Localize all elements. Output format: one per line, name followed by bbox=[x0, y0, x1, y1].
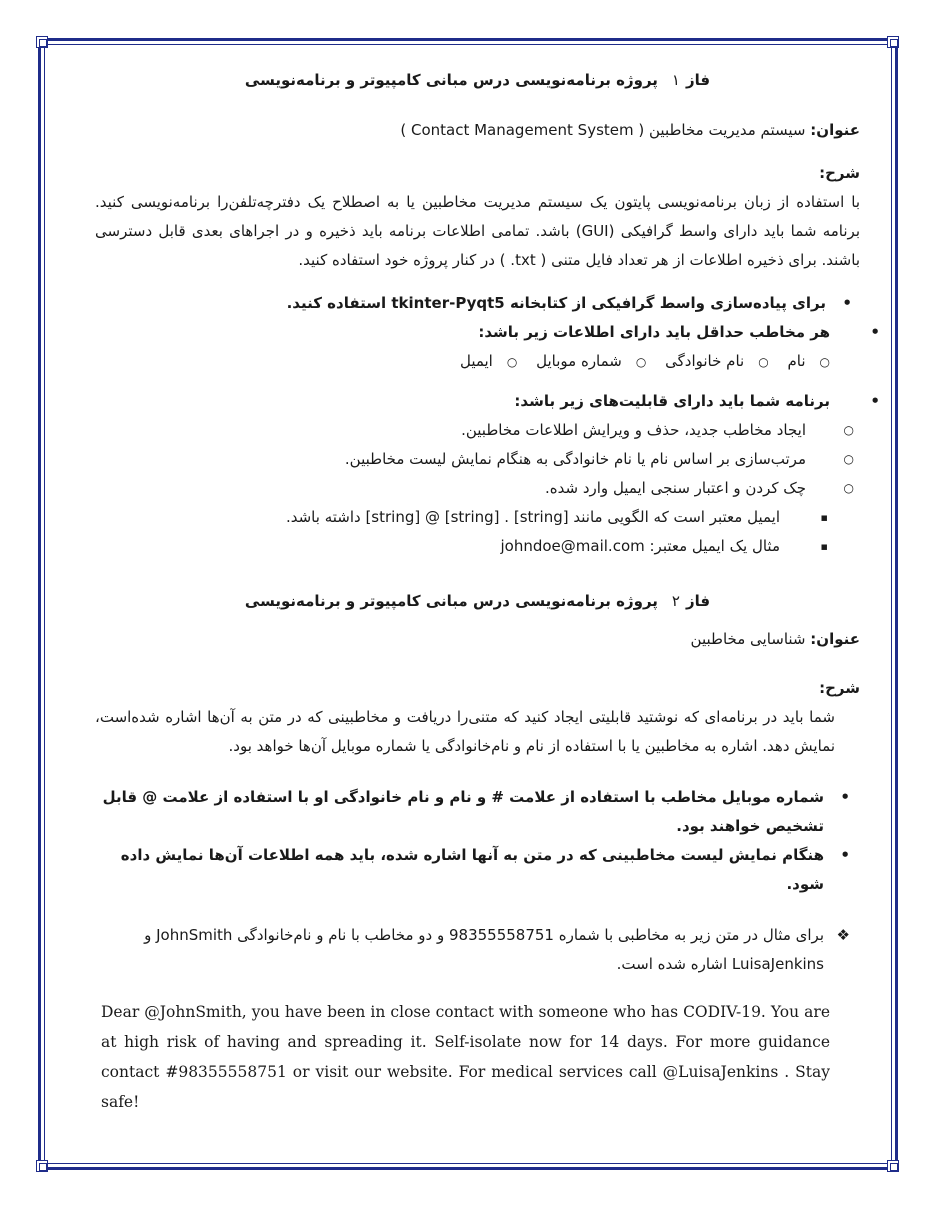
phase-title: پروژه برنامه‌نویسی درس مبانی کامپیوتر و برنامه‌نویسی bbox=[244, 592, 658, 610]
phase1-desc-label: شرح: bbox=[819, 164, 860, 182]
feature-item: ○ ایجاد مخاطب جدید، حذف و ویرایش اطلاعات مخاطبین. bbox=[95, 416, 890, 445]
phase-number: ۱ bbox=[671, 71, 680, 89]
email-rule: ▪ ایمیل معتبر است که الگویی مانند [string] . [string] @ [string] داشته باشد. bbox=[95, 503, 890, 532]
phase1-heading bbox=[95, 66, 860, 95]
example-message: Dear @JohnSmith, you have been in close contact with someone who has CODIV-19. You are at high risk of having and spreading it. Self-isolate now for 14 days. For more guidance contact #98355558751 or visit our website. For medical services call @LuisaJenkins . Stay safe! bbox=[101, 1003, 830, 1111]
title-text: شناسایی مخاطبین bbox=[690, 630, 806, 648]
phase2-heading bbox=[95, 587, 860, 616]
phase2-bullets bbox=[95, 783, 860, 979]
phase-number: ۲ bbox=[671, 592, 680, 610]
field-item: نام bbox=[787, 352, 806, 370]
bullet-fields-text: هر مخاطب حداقل باید دارای اطلاعات زیر باشد: bbox=[478, 323, 830, 341]
corner-ornament bbox=[887, 36, 899, 48]
example-intro: ❖ برای مثال در متن زیر به مخاطبی با شماره 98355558751 و دو مخاطب با نام و نام‌خانوادگی JohnSmith و LuisaJenkins اشاره شده است. bbox=[95, 921, 860, 979]
bullet-fields bbox=[95, 318, 890, 347]
bullet-mention-rule: • شماره موبایل مخاطب با استفاده از علامت # و نام و نام خانوادگی او با استفاده از علامت @ قابل تشخیص خواهند بود. bbox=[95, 783, 860, 841]
title-label: عنوان: bbox=[810, 121, 860, 139]
field-item: نام خانوادگی bbox=[665, 352, 745, 370]
feature-item: ○ مرتب‌سازی بر اساس نام یا نام خانوادگی به هنگام نمایش لیست مخاطبین. bbox=[95, 445, 890, 474]
phase1-description: با استفاده از زبان برنامه‌نویسی پایتون یک سیستم مدیریت مخاطبین یا به اصطلاح یک دفترچه‌تلفن‌را برنامه‌نویسی کنید. برنامه شما باید دارای واسط گرافیکی (GUI) باشد. تمامی اطلاعات برنامه باید ذخیره و در اجراهای بعدی قابل دسترسی باشند. برای ذخیره اطلاعات از هر تعداد فایل متنی ( txt. ) در کنار پروژه خود استفاده کنید. bbox=[95, 193, 860, 269]
bullet-gui: • برای پیاده‌سازی واسط گرافیکی از کتابخانه tkinter-Pyqt5 استفاده کنید. bbox=[95, 289, 862, 318]
corner-ornament bbox=[36, 36, 48, 48]
email-rule: ▪ مثال یک ایمیل معتبر: johndoe@mail.com bbox=[95, 532, 890, 561]
phase-title: پروژه برنامه‌نویسی درس مبانی کامپیوتر و برنامه‌نویسی bbox=[244, 71, 658, 89]
feature-item: ○ چک کردن و اعتبار سنجی ایمیل وارد شده. bbox=[95, 474, 890, 503]
phase2-title bbox=[95, 625, 860, 654]
bullet-features: • برنامه شما باید دارای قابلیت‌های زیر باشد: bbox=[95, 387, 890, 416]
phase-label: فاز bbox=[685, 71, 711, 89]
field-item: ایمیل bbox=[459, 352, 493, 370]
phase2-desc-label: شرح: bbox=[819, 679, 860, 697]
fields-row: ○نام ○نام خانوادگی ○شماره موبایل ○ایمیل bbox=[459, 352, 830, 370]
phase1-title bbox=[95, 116, 860, 145]
title-label: عنوان: bbox=[810, 630, 860, 648]
phase1-bullets bbox=[95, 289, 860, 561]
document-body bbox=[95, 60, 860, 1117]
bullet-display-rule: • هنگام نمایش لیست مخاطبینی که در متن به آنها اشاره شده، باید همه اطلاعات آن‌ها نمایش داده شود. bbox=[95, 841, 860, 899]
field-item: شماره موبایل bbox=[536, 352, 622, 370]
phase2-description: شما باید در برنامه‌ای که نوشتید قابلیتی ایجاد کنید که متنی‌را دریافت و مخاطبینی که در متن به آن‌ها اشاره شده‌است، نمایش دهد. اشاره به مخاطبین یا با استفاده از نام و نام‌خانوادگی یا شماره موبایل آن‌ها خواهد بود. bbox=[95, 708, 835, 755]
corner-ornament bbox=[36, 1160, 48, 1172]
title-text: سیستم مدیریت مخاطبین ( Contact Management System ) bbox=[400, 121, 806, 139]
corner-ornament bbox=[887, 1160, 899, 1172]
phase-label: فاز bbox=[685, 592, 711, 610]
